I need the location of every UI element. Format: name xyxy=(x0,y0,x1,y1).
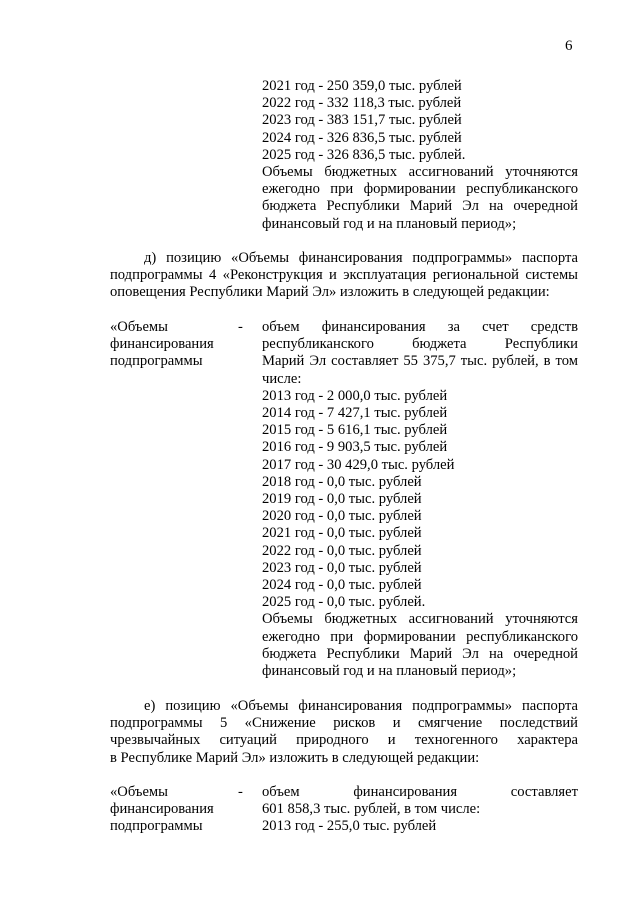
label-line: «Объемы xyxy=(110,784,168,800)
block-d-label xyxy=(110,319,214,371)
block-d-content xyxy=(262,319,578,680)
note-line: бюджета Республики Марий Эл на очередной xyxy=(262,198,578,215)
paragraph-e xyxy=(110,698,578,767)
intro-line: числе: xyxy=(262,370,302,387)
note-line: ежегодно при формировании республиканского xyxy=(262,181,578,198)
block-e-content xyxy=(262,784,578,836)
year-line: 2024 год - 0,0 тыс. рублей xyxy=(262,577,422,594)
label-line: «Объемы xyxy=(110,319,168,335)
para-line: чрезвычайных ситуаций природного и техногенного характера xyxy=(110,732,578,749)
para-line: е) позицию «Объемы финансирования подпрограммы» паспорта xyxy=(144,698,578,714)
page-number: 6 xyxy=(565,38,573,54)
paragraph-d xyxy=(110,250,578,302)
para-line: подпрограммы 4 «Реконструкция и эксплуатация региональной системы xyxy=(110,267,578,284)
year-line: 2022 год - 332 118,3 тыс. рублей xyxy=(262,95,462,112)
block-a xyxy=(262,78,578,233)
note-line: Объемы бюджетных ассигнований уточняются xyxy=(262,164,578,181)
para-line: д) позицию «Объемы финансирования подпрограммы» паспорта xyxy=(144,250,578,266)
intro-line: объем финансирования составляет xyxy=(262,784,578,800)
note-line: финансовый год и на плановый период»; xyxy=(262,215,517,232)
year-line: 2013 год - 2 000,0 тыс. рублей xyxy=(262,387,448,404)
block-e-label xyxy=(110,784,214,836)
label-line: подпрограммы xyxy=(110,818,203,835)
year-line: 2016 год - 9 903,5 тыс. рублей xyxy=(262,439,448,456)
intro-line: Марий Эл составляет 55 375,7 тыс. рублей, в том xyxy=(262,353,578,370)
year-line: 2025 год - 0,0 тыс. рублей. xyxy=(262,594,426,611)
intro-line: республиканского бюджета Республики xyxy=(262,336,578,353)
intro-line: 601 858,3 тыс. рублей, в том числе: xyxy=(262,801,481,818)
year-line: 2014 год - 7 427,1 тыс. рублей xyxy=(262,405,448,422)
year-line: 2022 год - 0,0 тыс. рублей xyxy=(262,542,422,559)
block-e-dash: - xyxy=(238,784,243,800)
year-line: 2023 год - 0,0 тыс. рублей xyxy=(262,559,422,576)
label-line: подпрограммы xyxy=(110,353,203,370)
year-line: 2019 год - 0,0 тыс. рублей xyxy=(262,491,422,508)
note-line: финансовый год и на плановый период»; xyxy=(262,663,517,680)
para-line: в Республике Марий Эл» изложить в следующей редакции: xyxy=(110,749,480,766)
label-line: финансирования xyxy=(110,336,214,353)
year-line: 2018 год - 0,0 тыс. рублей xyxy=(262,473,422,490)
block-d-dash: - xyxy=(238,319,243,335)
note-line: бюджета Республики Марий Эл на очередной xyxy=(262,645,578,662)
year-line: 2021 год - 0,0 тыс. рублей xyxy=(262,525,422,542)
note-line: Объемы бюджетных ассигнований уточняются xyxy=(262,611,578,628)
year-line: 2021 год - 250 359,0 тыс. рублей xyxy=(262,78,462,94)
para-line: оповещения Республики Марий Эл» изложить в следующей редакции: xyxy=(110,284,550,301)
year-line: 2013 год - 255,0 тыс. рублей xyxy=(262,818,437,835)
note-line: ежегодно при формировании республиканского xyxy=(262,628,578,645)
label-line: финансирования xyxy=(110,801,214,818)
year-line: 2017 год - 30 429,0 тыс. рублей xyxy=(262,456,455,473)
year-line: 2023 год - 383 151,7 тыс. рублей xyxy=(262,112,462,129)
year-line: 2024 год - 326 836,5 тыс. рублей xyxy=(262,129,462,146)
year-line: 2015 год - 5 616,1 тыс. рублей xyxy=(262,422,448,439)
intro-line: объем финансирования за счет средств xyxy=(262,319,578,335)
year-line: 2020 год - 0,0 тыс. рублей xyxy=(262,508,422,525)
para-line: подпрограммы 5 «Снижение рисков и смягчение последствий xyxy=(110,715,578,732)
year-line: 2025 год - 326 836,5 тыс. рублей. xyxy=(262,146,466,163)
